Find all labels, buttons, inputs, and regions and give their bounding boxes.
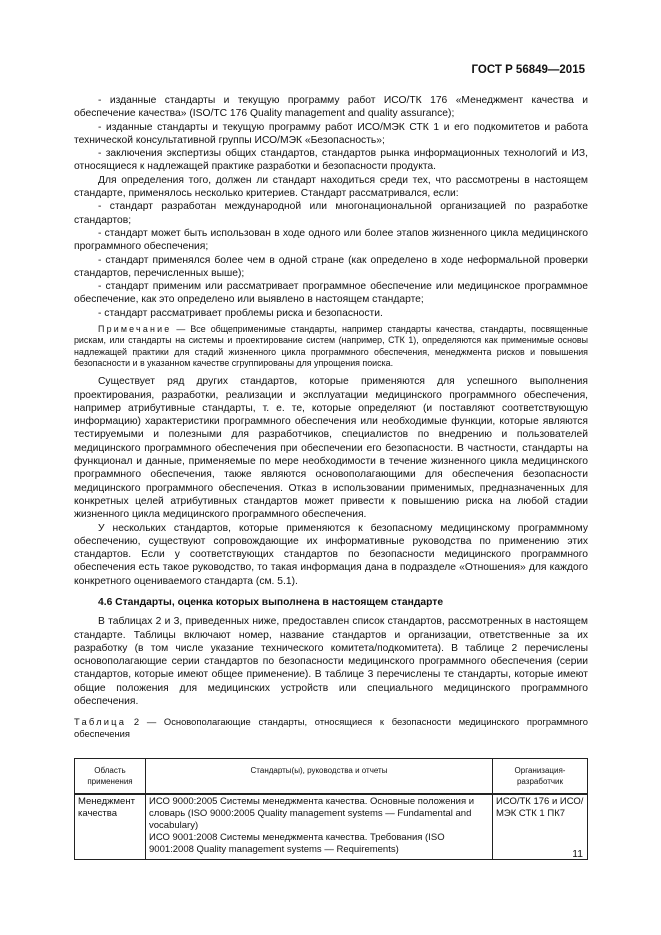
standard-entry: ИСО 9001:2008 Системы менеджмента качества. Требования (ISO 9001:2008 Quality management systems — Requirements) (149, 832, 445, 856)
note (74, 324, 588, 369)
table-cell-area: Менеджмент качества (75, 794, 146, 860)
page-body (74, 94, 588, 860)
paragraph: У нескольких стандартов, которые применяются к безопасному медицинскому программному обеспечению, существуют сопровождающие их информативные руководства по применению этих стандартов. Если у соответствующих стандартов по безопасности медицинского программного обеспечения есть такое руководство, то такая информация дана в подразделе «Отношения» для каждого конкретного оцениваемого стандарта (см. 5.1). (74, 522, 588, 587)
standards-table (74, 758, 588, 860)
list-item: - стандарт применялся более чем в одной стране (как определено в ходе неформальной проверки стандартов, перечисленных выше); (74, 254, 588, 279)
note-label: Примечание (98, 324, 172, 335)
document-code: ГОСТ Р 56849—2015 (471, 64, 585, 76)
list-item: - изданные стандарты и текущую программу работ ИСО/МЭК СТК 1 и его подкомитетов и работа технической консультативной группы ИСО/МЭК «Безопасность»; (74, 121, 588, 146)
paragraph: В таблицах 2 и 3, приведенных ниже, предоставлен список стандартов, рассмотренных в настоящем стандарте. Таблицы включают номер, название стандартов и организации, ответственные за их разработку (в том числе указание технического комитета/подкомитета). В таблице 2 перечислены основополагающие серии стандартов по безопасности медицинского программного обеспечения (серии стандартов, которые имеют общее применение). В таблице 3 перечислены те стандарты, которые имеют общие положения для медицинских устройств или специального медицинского программного обеспечения. (74, 616, 588, 708)
paragraph: Существует ряд других стандартов, которые применяются для успешного выполнения проектирования, разработки, реализации и эксплуатации медицинского программного обеспечения, например атрибутивные стандарты, т. е. те, которые определяют (и поставляют соответствующую информацию) характеристики программного обеспечения или необходимые функции, которые являются тестируемыми и полезными для разработчиков, специалистов по внедрению и пользователей медицинского программного обеспечения при обеспечении его безопасности. В частности, стандарты на функционал и данные, применяемые по мере необходимости в течение жизненного цикла медицинского программного обеспечения, также являются основополагающими для обеспечения безопасности медицинского программного обеспечения. Отказ в использовании применимых, предназначенных для конкретных целей атрибутивных стандартов может привести к повышению риска на любой стадии жизненного цикла медицинского программного обеспечения. (74, 376, 588, 521)
list-item: - изданные стандарты и текущую программу работ ИСО/ТК 176 «Менеджмент качества и обеспечение качества» (ISO/TC 176 Quality management and quality assurance); (74, 95, 588, 120)
list-item: - стандарт рассматривает проблемы риска и безопасности. (98, 307, 383, 319)
list-item: - стандарт применим или рассматривает программное обеспечение или медицинское программное обеспечение, как это определено или выявлено в настоящем стандарте; (74, 281, 588, 306)
list-item: - заключения экспертизы общих стандартов, стандартов рынка информационных технологий и ИЗ, относящиеся к надлежащей практике разработки и безопасности продукта. (74, 148, 588, 173)
table-caption-text: 2 — Основополагающие стандарты, относящиеся к безопасности медицинского программного обеспечения (74, 716, 588, 740)
page-number: 11 (572, 849, 583, 860)
note-text: — Все общеприменимые стандарты, например стандарты качества, стандарты, посвященные рискам, или стандарты на системы и проектирование систем (например, СТК 1), определяются как применимые основы надлежащей практики для стадий жизненного цикла программного обеспечения, менеджмента рисков и повышения безопасности и в указанном качестве сгруппированы для упрощения поиска. (74, 324, 588, 368)
table-caption (74, 716, 588, 740)
table-cell-org: ИСО/ТК 176 и ИСО/МЭК СТК 1 ПК7 (493, 794, 588, 860)
table-header-cell: Стандарты(ы), руководства и отчеты (146, 759, 493, 795)
table-header-row (75, 759, 588, 795)
table-header-cell: Область применения (75, 759, 146, 795)
section-heading: 4.6 Стандарты, оценка которых выполнена в настоящем стандарте (98, 596, 444, 608)
table-row (75, 794, 588, 860)
table-cell-standards (146, 794, 493, 860)
list-item: - стандарт разработан международной или многонациональной организацией по разработке стандартов; (74, 201, 588, 226)
standard-entry: ИСО 9000:2005 Системы менеджмента качества. Основные положения и словарь (ISO 9000:2005 Quality management systems — Fundamental and vocabulary) (149, 796, 475, 832)
table-header-cell: Организация-разработчик (493, 759, 588, 795)
list-item: - стандарт может быть использован в ходе одного или более этапов жизненного цикла медицинского программного обеспечения; (74, 227, 588, 253)
table-caption-label: Таблица (74, 716, 127, 728)
paragraph: Для определения того, должен ли стандарт находиться среди тех, что рассмотрены в настоящем стандарте, применялось несколько критериев. Стандарт рассматривался, если: (74, 174, 588, 200)
